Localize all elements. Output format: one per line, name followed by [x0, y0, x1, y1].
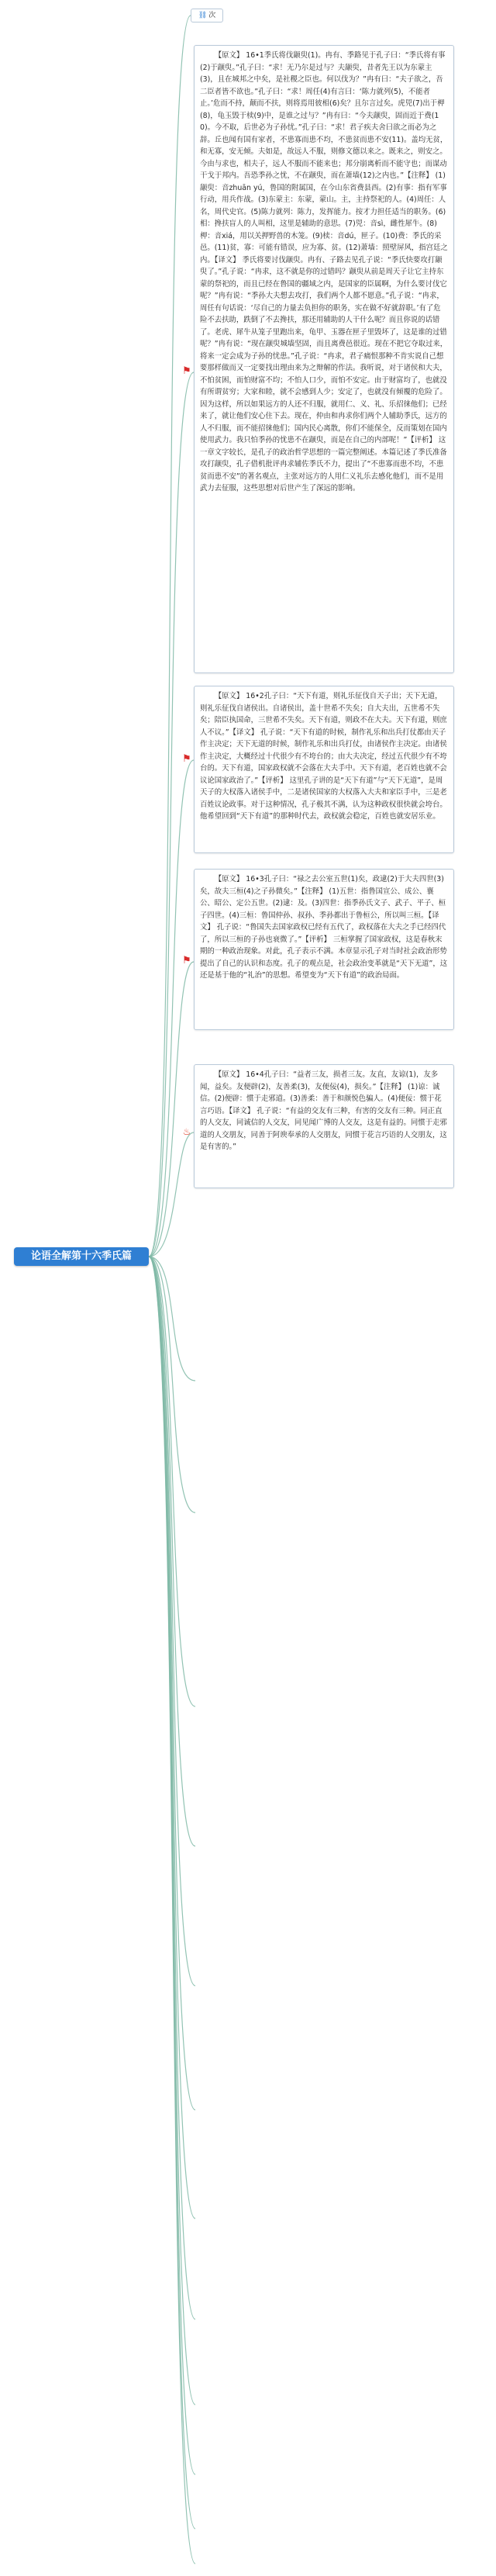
node-text: 【原文】 16•3孔子曰：“禄之去公室五世(1)矣，政逮(2)于大夫四世(3)矣，故夫三桓(4)之子孙微矣。”【注释】 (1)五世：指鲁国宣公、成公、襄公、昭公、定公五世。(2)逮：及。(3)四世：指季孙氏文子、武子、平子、桓子四世。(4)三桓：鲁国仲孙、叔孙、季孙都出于鲁桓公，所以叫三桓。【译文】 孔子说：“鲁国失去国家政权已经有五代了，政权落在大夫之手已经四代了，所以三桓的子孙也衰微了。”【评析】 三桓掌握了国家政权，这是春秋末期的一种政治现象。对此，孔子表示不满。本章显示孔子对当时社会政治形势提出了自己的认识和态度。孔子的观点是，社会政治变革就是“天下无道”，这还是基于他的“礼治”的思想。希望变为“天下有道”的政治局面。 — [200, 875, 448, 980]
node-text: 【原文】 16•2孔子曰：“天下有道，则礼乐征伐自天子出；天下无道，则礼乐征伐自诸侯出。自诸侯出，盖十世希不失矣；自大夫出，五世希不失矣；陪臣执国命，三世希不失矣。天下有道，则政不在大夫。天下有道，则庶人不议。”【译文】 孔子说：“天下有道的时候，制作礼乐和出兵打仗都由天子作主决定；天下无道的时候，制作礼乐和出兵打仗，由诸侯作主决定。由诸侯作主决定，大概经过十代很少有不垮台的；由大夫决定，经过五代很少有不垮台的。天下有道，国家政权就不会落在大夫手中。天下有道，老百姓也就不会议论国家政治了。”【评析】 这里孔子讲的是“天下有道”与“天下无道”，是周天子的大权落入诸侯手中，二是诸侯国家的大权落入大夫和家臣手中，三是老百姓议论政事。对于这种情况，孔子极其不满，认为这种政权很快就会垮台。他希望回到“天下有道”的那种时代去，政权就会稳定，百姓也就安居乐业。 — [200, 692, 447, 821]
edge-node-3 — [149, 962, 194, 1257]
node-text: 【原文】 16•4孔子曰：“益者三友，损者三友。友直，友谅(1)，友多闻，益矣。友便辟(2)，友善柔(3)，友便佞(4)，损矣。”【注释】 (1)谅：诚信。(2)便辟：惯于走邪道。(3)善柔：善于和颜悦色骗人。(4)便佞：惯于花言巧语。【译文】 孔子说：“有益的交友有三种，有害的交友有三种。同正直的人交友，同诚信的人交友，同见闻广博的人交友，这是有益的。同惯于走邪道的人交朋友，同善于阿谀奉承的人交朋友，同惯于花言巧语的人交朋友，这是有害的。” — [200, 1070, 447, 1151]
top-chip[interactable] — [191, 9, 223, 22]
topic-node-16-3[interactable] — [194, 869, 454, 1030]
flag-icon: ⚑ — [182, 955, 191, 966]
topic-node-16-2[interactable] — [194, 686, 454, 853]
flag-icon: ⚑ — [182, 365, 191, 377]
root-title: 论语全解第十六季氏篇 — [30, 1250, 132, 1262]
flag-icon: ⚑ — [182, 753, 191, 765]
node-text: 【原文】 16•1季氏将伐颛臾(1)。冉有、季路见于孔子曰：“季氏将有事(2)于颛臾。”孔子曰：“求！无乃尔是过与？夫颛臾，昔者先王以为东蒙主(3)，且在城邦之中矣，是社稷之臣也。何以伐为？”冉有曰：“夫子欲之，吾二臣者皆不欲也。”孔子曰：“求！周任(4)有言曰：‘陈力就列(5)，不能者止。’危而不持，颠而不扶，则将焉用彼相(6)矣？且尔言过矣。虎兕(7)出于柙(8)，龟玉毁于椟(9)中，是谁之过与？”冉有曰：“今夫颛臾，固而近于费(10)。今不取，后世必为子孙忧。”孔子曰：“求！君子疾夫舍曰欲之而必为之辞。丘也闻有国有家者，不患寡而患不均，不患贫而患不安(11)。盖均无贫，和无寡，安无倾。夫如是，故远人不服，则修文德以来之。既来之，则安之。今由与求也，相夫子，远人不服而不能来也；邦分崩离析而不能守也；而谋动干戈于邦内。吾恐季孙之忧，不在颛臾，而在萧墙(12)之内也。”【注释】 (1)颛臾：音zhuān yú，鲁国的附属国，在今山东省费县西。(2)有事：指有军事行动，用兵作战。(3)东蒙主：东蒙，蒙山。主，主持祭祀的人。(4)周任：人名，周代史官。(5)陈力就列：陈力，发挥能力。按才力担任适当的职务。(6)相：搀扶盲人的人叫相，这里是辅助的意思。(7)兕：音sì，雌性犀牛。(8)柙：音xiá，用以关押野兽的木笼。(9)椟：音dú，匣子。(10)费：季氏的采邑。(11)贫，寡：可能有错误，应为寡、贫。(12)萧墙：照壁屏风，指宫廷之内。【译文】 季氏将要讨伐颛臾。冉有、子路去见孔子说：“季氏快要攻打颛臾了。”孔子说：“冉求，这不就是你的过错吗？颛臾从前是周天子让它主持东蒙的祭祀的，而且已经在鲁国的疆域之内，是国家的臣属啊，为什么要讨伐它呢？”冉有说：“季孙大夫想去攻打，我们两个人都不愿意。”孔子说：“冉求，周任有句话说：‘尽自己的力量去负担你的职务，实在做不好就辞职。’有了危险不去扶助，跌倒了不去搀扶，那还用辅助的人干什么呢？而且你说的话错了。老虎、犀牛从笼子里跑出来，龟甲、玉器在匣子里毁坏了，这是谁的过错呢？”冉有说：“现在颛臾城墙坚固，而且离费邑很近。现在不把它夺取过来，将来一定会成为子孙的忧患。”孔子说：“冉求，君子痛恨那种不肯实说自己想要那样做而又一定要找出理由来为之辩解的作法。我听说，对于诸侯和大夫，不怕贫困，而怕财富不均；不怕人口少，而怕不安定。由于财富均了，也就没有所谓贫穷；大家和睦，就不会感到人少；安定了，也就没有倾覆的危险了。因为这样，所以如果远方的人还不归服，就用仁、义、礼、乐招徕他们；已经来了，就让他们安心住下去。现在，仲由和冉求你们两个人辅助季氏，远方的人不归服，而不能招徕他们；国内民心离散，你们不能保全，反而策划在国内使用武力。我只怕季孙的忧患不在颛臾，而是在自己的内部呢！”【评析】 这一章文字较长，是孔子的政治哲学思想的一篇完整阐述。本篇记述了季氏准备攻打颛臾，孔子借机批评冉求辅佐季氏不力，提出了“不患寡而患不均，不患贫而患不安”的著名观点，主张对远方的人用仁义礼乐去感化他们，而不是用武力去征服，这些思想对后世产生了深远的影响。 — [200, 51, 448, 493]
root-topic[interactable] — [14, 1247, 149, 1266]
edge-top — [149, 16, 191, 1257]
top-chip-label: 次 — [208, 12, 216, 19]
topic-node-16-1[interactable] — [194, 45, 454, 673]
edge-node-2 — [149, 760, 194, 1257]
topic-node-16-4[interactable] — [194, 1064, 454, 1188]
link-icon: ⛓ — [198, 12, 208, 19]
fire-icon: ♨ — [182, 1126, 191, 1137]
